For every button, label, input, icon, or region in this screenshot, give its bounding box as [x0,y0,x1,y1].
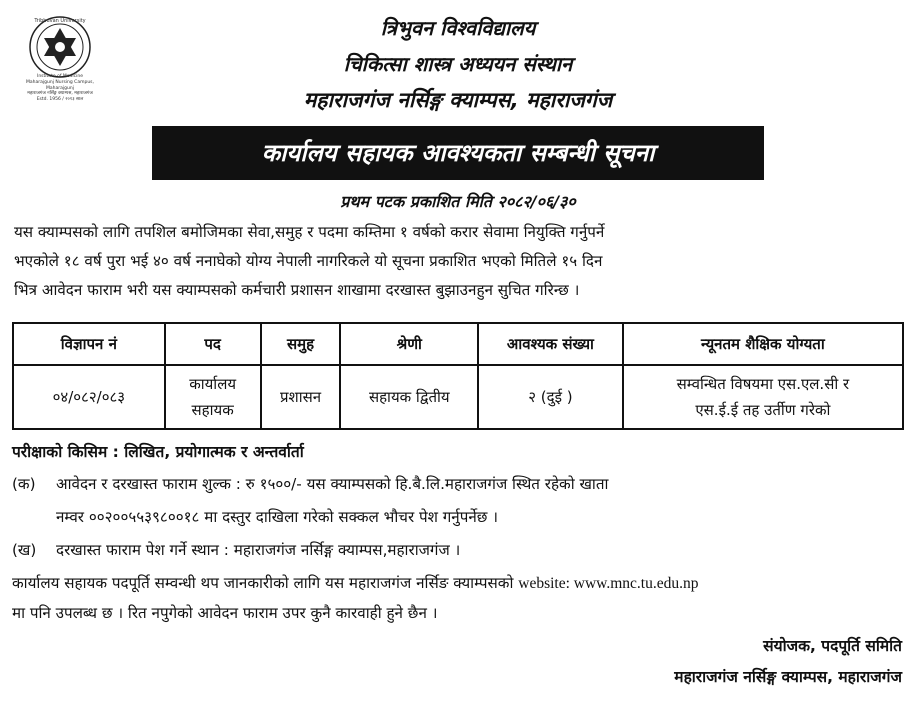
cell-group: प्रशासन [261,365,341,429]
item-fee-line: आवेदन र दरखास्त फाराम शुल्क : रु १५००/- यस क्याम्पसको हि.बै.लि.महाराजगंज स्थित रहेको खाता [56,475,609,493]
item-marker: (ख) [12,541,37,559]
col-qualification: न्यूनतम शैक्षिक योग्यता [623,323,903,365]
col-post: पद [165,323,261,365]
cell-post-line: सहायक [191,401,234,419]
item-location-line: दरखास्त फाराम पेश गर्ने स्थान : महाराजगंज नर्सिङ्ग क्याम्पस,महाराजगंज । [56,541,461,559]
cell-level: सहायक द्वितीय [340,365,478,429]
closing-line [12,573,698,593]
intro-paragraph [14,218,902,305]
signature-campus: महाराजगंज नर्सिङ्ग क्याम्पस, महाराजगंज [674,668,902,686]
logo-mid-text: Institute of Medicine [37,74,83,79]
intro-line: भएकोले १८ वर्ष पुरा भई ४० वर्ष ननाघेको योग्य नेपाली नागरिकले यो सूचना प्रकाशित भएको मितिले १५ दिन [14,252,603,270]
university-name: त्रिभुवन विश्वविद्यालय [380,16,536,40]
logo-campus-en: Maharajgunj Nursing Campus, Maharajgunj [26,80,94,91]
cell-qualification [623,365,903,429]
published-date: प्रथम पटक प्रकाशित मिति २०८२/०६/३० [340,192,576,211]
col-ad-no: विज्ञापन नं [13,323,165,365]
logo-estd: Estd. 1956 / २०१३ साल [36,96,84,102]
institute-name: चिकित्सा शास्त्र अध्ययन संस्थान [343,52,573,76]
closing-line: मा पनि उपलब्ध छ । रित नपुगेको आवेदन फाराम उपर कुनै कारवाही हुने छैन । [12,604,438,622]
item-fee-line: नम्वर ००२००५५३९८००१८ मा दस्तुर दाखिला गरेको सक्कल भौचर पेश गर्नुपर्नेछ । [56,508,499,526]
logo-campus-np: महाराजगंज नर्सिङ्ग क्याम्पस, महाराजगंज [27,91,93,96]
closing-text: कार्यालय सहायक पदपूर्ति सम्वन्धी थप जानकारीको लागि यस महाराजगंज नर्सिङ क्याम्पसको [12,574,514,592]
exam-type: परीक्षाको किसिम : लिखित, प्रयोगात्मक र अन्तर्वार्ता [12,443,304,461]
logo-emblem-icon [14,14,106,80]
cell-qualification-line: सम्वन्धित विषयमा एस.एल.सी र [676,375,850,393]
vacancy-table [12,322,904,430]
cell-ad-no: ०४/०८२/०८३ [13,365,165,429]
website-link[interactable]: website: www.mnc.tu.edu.np [518,575,699,592]
signature-title: संयोजक, पदपूर्ति समिति [763,637,902,655]
notice-title-banner: कार्यालय सहायक आवश्यकता सम्बन्धी सूचना [152,126,764,180]
campus-name: महाराजगंज नर्सिङ्ग क्याम्पस, महाराजगंज [303,88,613,112]
cell-count: २ (दुई ) [478,365,623,429]
table-header-row [13,323,903,365]
col-count: आवश्यक संख्या [478,323,623,365]
item-marker: (क) [12,475,36,493]
cell-post [165,365,261,429]
intro-line: यस क्याम्पसको लागि तपशिल बमोजिमका सेवा,समुह र पदमा कम्तिमा १ वर्षको करार सेवामा नियुक्ति गर्नुपर्ने [14,223,605,241]
cell-qualification-line: एस.ई.ई तह उर्तीण गरेको [695,401,831,419]
col-level: श्रेणी [340,323,478,365]
col-group: समुह [261,323,341,365]
logo-top-text: Tribhuvan University [34,18,86,24]
table-row [13,365,903,429]
cell-post-line: कार्यालय [189,375,237,393]
university-logo [14,14,106,114]
intro-line: भित्र आवेदन फाराम भरी यस क्याम्पसको कर्मचारी प्रशासन शाखामा दरखास्त बुझाउनहुन सुचित गरिन्छ । [14,281,580,299]
